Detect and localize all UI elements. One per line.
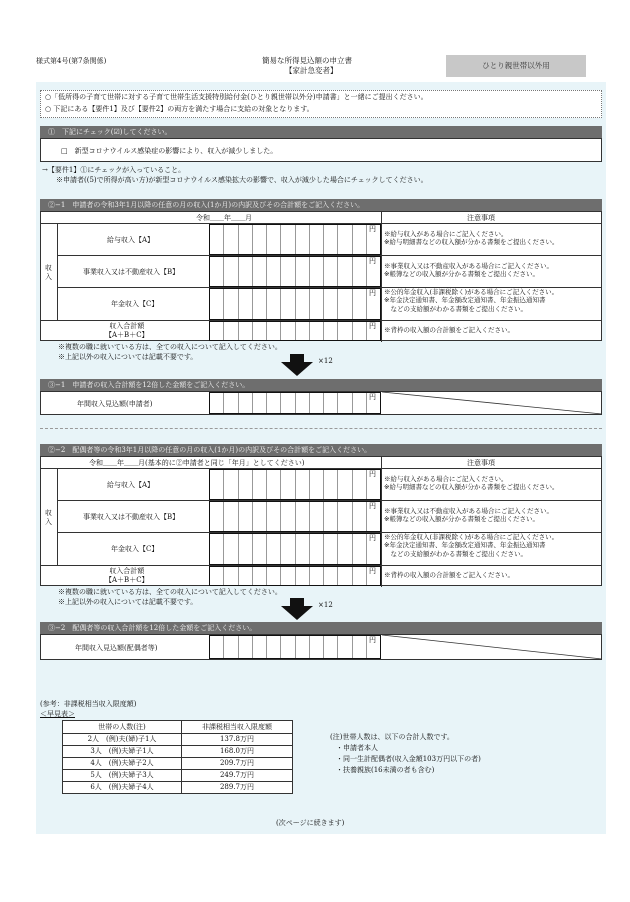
yen-unit: 円: [369, 636, 376, 644]
pension-amount-input[interactable]: [209, 533, 381, 565]
reference-subtitle: ＜早見表＞: [40, 710, 75, 718]
footnote-multiple-jobs: ※複数の職に就いている方は、全ての収入について記入してください。: [58, 343, 282, 351]
diagonal-line: [382, 635, 602, 659]
ref-row-household: 6人 (例)夫婦子4人: [63, 782, 182, 794]
form-type-badge-label: ひとり親世帯以外用: [482, 61, 550, 70]
footnote-other-income: ※上記以外の収入については記載不要です。: [58, 353, 198, 361]
ref-col1-header: 世帯の人数(注): [63, 721, 182, 734]
household-note-item: ・扶養親族(16未満の者も含む): [336, 766, 435, 774]
yen-unit: 円: [369, 257, 376, 265]
form-subtitle: 【家計急変者】: [285, 66, 338, 75]
business-label: 事業収入又は不動産収入【B】: [83, 513, 180, 521]
month-label: 令和＿＿年＿＿月: [196, 214, 252, 222]
diagonal-line: [382, 392, 602, 414]
form-title: 簡易な所得見込額の申立書: [262, 56, 352, 65]
intro-line2: ○ 下記にある【要件1】及び【要件2】の両方を満たす場合に支給の対象となります。: [45, 104, 314, 113]
ref-row-household: 5人 (例)夫婦子3人: [63, 770, 182, 782]
salary-label: 給与収入【A】: [107, 236, 155, 244]
business-amount-input[interactable]: [209, 256, 381, 287]
section2-2-header: ②−2 配偶者等の令和3年1月以降の任意の月の収入(1か月)の内訳及びその合計額をご記入ください。: [40, 444, 602, 456]
yen-unit: 円: [369, 393, 376, 401]
salary-amount-input[interactable]: [209, 224, 381, 255]
yen-unit: 円: [369, 225, 376, 233]
notes-header: 注意事項: [467, 214, 495, 222]
household-note-title: (注)世帯人数は、以下の合計人数です。: [330, 733, 454, 741]
ref-row-limit: 137.8万円: [182, 734, 293, 746]
annual-income-applicant-input[interactable]: [209, 392, 381, 414]
business-label: 事業収入又は不動産収入【B】: [83, 268, 180, 276]
business-amount-input[interactable]: [209, 501, 381, 532]
yen-unit: 円: [369, 470, 376, 478]
footnote-multiple-jobs: ※複数の職に就いている方は、全ての収入について記入してください。: [58, 588, 282, 596]
down-arrow-icon: [281, 606, 313, 620]
section1-header: ① 下記にチェック(☑)してください。: [40, 126, 602, 138]
household-note-item: ・申請者本人: [336, 744, 378, 752]
reference-title: (参考：非課税相当収入限度額): [40, 700, 137, 708]
income-table-spouse: [40, 456, 602, 586]
continued-note: (次ページに続きます): [276, 819, 345, 827]
times-12-label: ×12: [318, 357, 333, 365]
section1-box: [40, 138, 602, 162]
annual-income-spouse-label: 年間収入見込額(配偶者等): [75, 644, 158, 652]
covid-checkbox[interactable]: □ 新型コロナウイルス感染症の影響により、収入が減少しました。: [61, 147, 278, 155]
annual-income-applicant-row: [40, 391, 602, 415]
income-side-label: 収 入: [45, 509, 52, 526]
total-note: ※背枠の収入額の合計額をご記入ください。: [384, 571, 514, 579]
salary-note: ※給与収入がある場合にご記入ください。 ※給与明細書などの収入額が分かる書類をご提出ください。: [384, 475, 559, 492]
section3-1-header: ③−1 申請者の収入合計額を12倍した金額をご記入ください。: [40, 379, 602, 391]
income-side-label: 収 入: [45, 264, 52, 281]
yen-unit: 円: [369, 322, 376, 330]
salary-amount-input[interactable]: [209, 469, 381, 500]
pension-note: ※公的年金収入(非課税除く)がある場合にご記入ください。 ※年金決定通知書、年金額改定通知書、年金振込通知書 などの支給額がわかる書類をご提出ください。: [384, 288, 559, 313]
section3-2-header: ③−2 配偶者等の収入合計額を12倍した金額をご記入ください。: [40, 622, 602, 634]
ref-row-limit: 168.0万円: [182, 746, 293, 758]
requirement1-note: →【要件1】①にチェックが入っていること。: [42, 166, 186, 174]
salary-label: 給与収入【A】: [107, 481, 155, 489]
form-number: 様式第4号(第7条関係): [36, 57, 107, 65]
ref-row-limit: 209.7万円: [182, 758, 293, 770]
pension-note: ※公的年金収入(非課税除く)がある場合にご記入ください。 ※年金決定通知書、年金額改定通知書、年金振込通知書 などの支給額がわかる書類をご提出ください。: [384, 533, 559, 558]
total-amount-input[interactable]: [209, 321, 381, 341]
yen-unit: 円: [369, 289, 376, 297]
ref-row-household: 3人 (例)夫婦子1人: [63, 746, 182, 758]
ref-col2-header: 非課税相当収入限度額: [182, 721, 293, 734]
ref-row-limit: 289.7万円: [182, 782, 293, 794]
pension-amount-input[interactable]: [209, 288, 381, 320]
yen-unit: 円: [369, 534, 376, 542]
household-note-item: ・同一生計配偶者(収入金額103万円以下の者): [336, 755, 481, 763]
ref-row-limit: 249.7万円: [182, 770, 293, 782]
total-label: 収入合計額 【A＋B＋C】: [105, 322, 149, 339]
down-arrow-icon: [281, 362, 313, 376]
annual-income-applicant-label: 年間収入見込額(申請者): [77, 400, 153, 408]
annual-income-spouse-row: [40, 634, 602, 660]
yen-unit: 円: [369, 567, 376, 575]
business-note: ※事業収入又は不動産収入がある場合にご記入ください。 ※帳簿などの収入額が分かる書類をご提出ください。: [384, 262, 553, 279]
form-type-badge: [446, 55, 586, 77]
section2-1-header: ②−1 申請者の令和3年1月以降の任意の月の収入(1か月)の内訳及びその合計額をご記入ください。: [40, 199, 602, 211]
business-note: ※事業収入又は不動産収入がある場合にご記入ください。 ※帳簿などの収入額が分かる書類をご提出ください。: [384, 507, 553, 524]
yen-unit: 円: [369, 502, 376, 510]
month-label: 令和＿＿年＿＿月(基本的に②申請者と同じ「年月」としてください): [89, 459, 305, 467]
notes-header: 注意事項: [467, 459, 495, 467]
total-label: 収入合計額 【A＋B＋C】: [105, 567, 149, 584]
requirement1-detail: ※申請者((5)で所得が高い方)が新型コロナウイルス感染拡大の影響で、収入が減少した場合にチェックしてください。: [56, 176, 428, 184]
reference-table: [62, 720, 293, 794]
salary-note: ※給与収入がある場合にご記入ください。 ※給与明細書などの収入額が分かる書類をご提出ください。: [384, 230, 559, 247]
total-amount-input[interactable]: [209, 566, 381, 586]
ref-row-household: 4人 (例)夫婦子2人: [63, 758, 182, 770]
total-note: ※背枠の収入額の合計額をご記入ください。: [384, 326, 514, 334]
pension-label: 年金収入【C】: [111, 300, 159, 308]
intro-line1: ○「低所得の子育て世帯に対する子育て世帯生活支援特別給付金(ひとり親世帯以外分)申請書」と一緒にご提出ください。: [45, 93, 428, 101]
separator-dashed: [40, 428, 602, 429]
times-12-label: ×12: [318, 601, 333, 609]
intro-box: [40, 90, 602, 118]
annual-income-spouse-input[interactable]: [209, 635, 381, 659]
footnote-other-income: ※上記以外の収入については記載不要です。: [58, 598, 198, 606]
pension-label: 年金収入【C】: [111, 545, 159, 553]
ref-row-household: 2人 (例)夫(婦)子1人: [63, 734, 182, 746]
income-table-applicant: [40, 211, 602, 341]
